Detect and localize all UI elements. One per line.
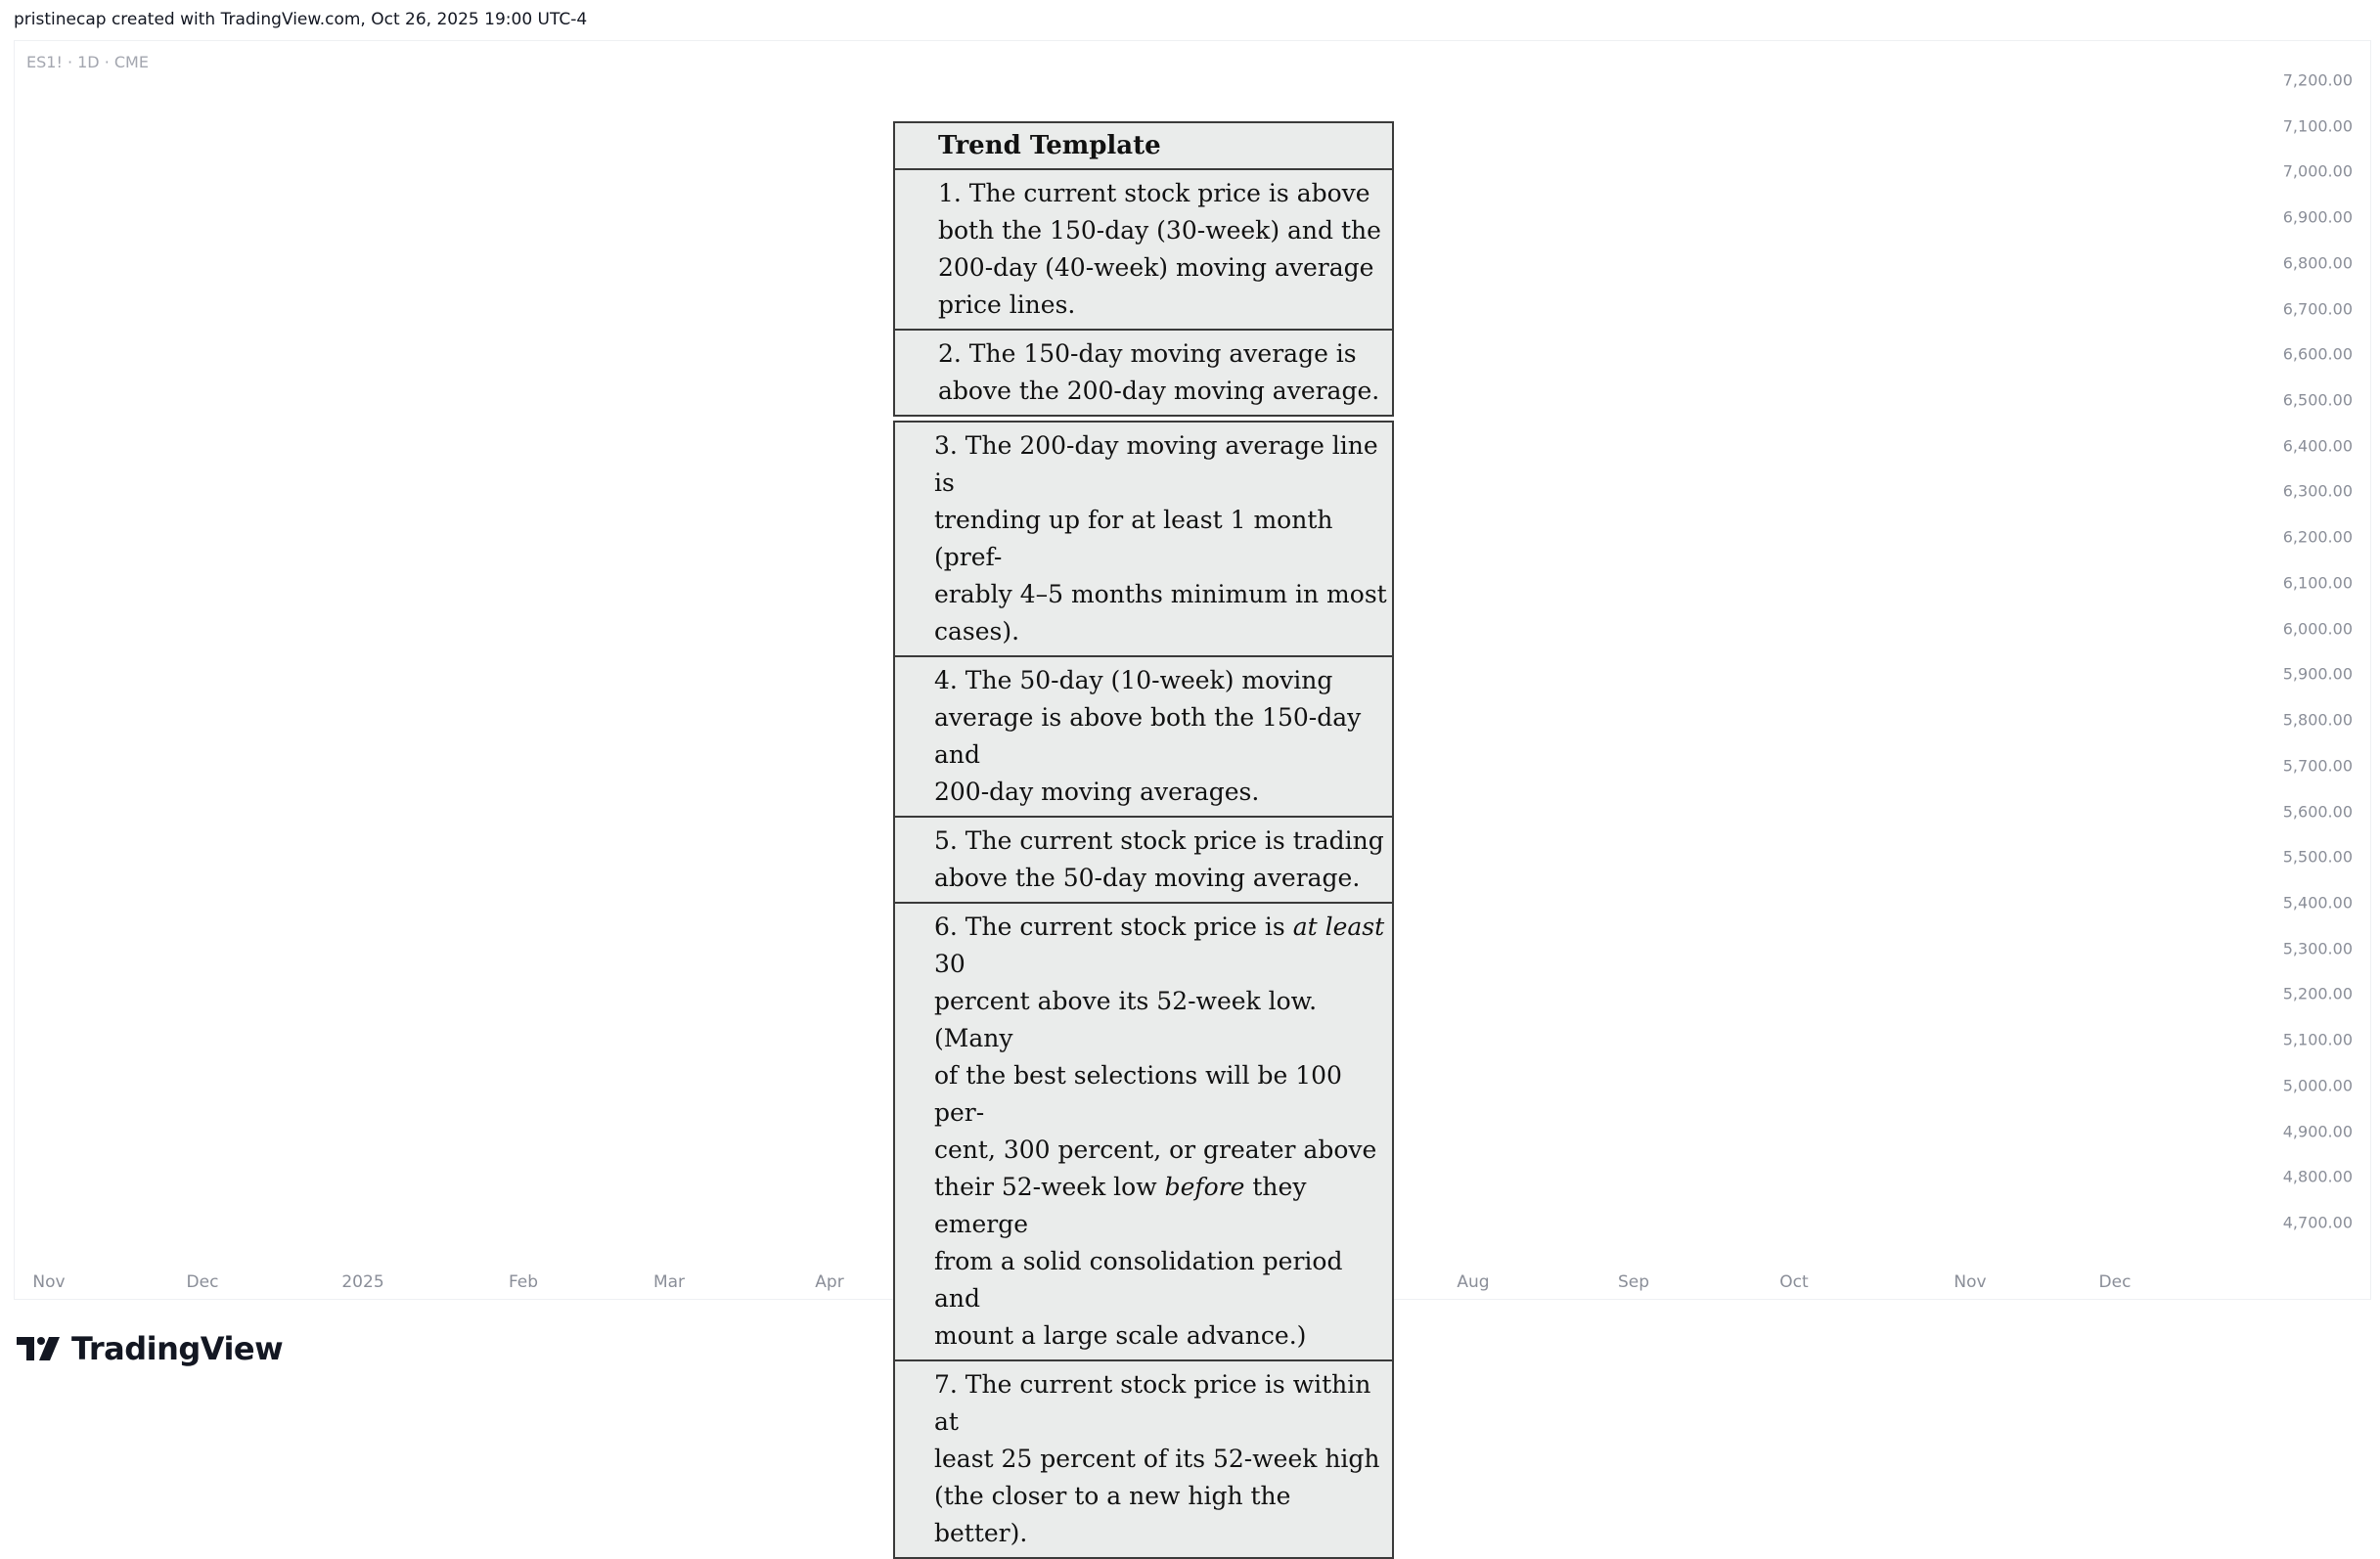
price-tick-label: 5,500.00: [2282, 847, 2353, 867]
price-tick-label: 5,600.00: [2282, 802, 2353, 822]
time-tick-label: Nov: [32, 1272, 66, 1292]
price-tick-label: 5,800.00: [2282, 710, 2353, 730]
table-row-text: 6. The current stock price is at least 30 percent above its 52-week low. (Many of the best selections will be 100 per- cent, 300 percent, or greater above their 52-week low before they emerge from a solid consolidation period and mount a large scale advance.): [934, 913, 1385, 1350]
time-tick-label: Oct: [1779, 1272, 1809, 1292]
price-tick-label: 4,800.00: [2282, 1167, 2353, 1186]
table-header-text: Trend Template: [938, 131, 1161, 160]
price-tick-label: 5,900.00: [2282, 664, 2353, 684]
time-tick-label: Feb: [508, 1272, 539, 1292]
price-tick-label: 5,000.00: [2282, 1076, 2353, 1095]
time-tick-label: Sep: [1617, 1272, 1650, 1292]
chart-attribution: pristinecap created with TradingView.com, Oct 26, 2025 19:00 UTC-4: [14, 10, 588, 29]
time-tick-label: Aug: [1457, 1272, 1490, 1292]
table-row: [893, 329, 1394, 417]
price-tick-label: 5,400.00: [2282, 893, 2353, 913]
price-tick-label: 5,300.00: [2282, 939, 2353, 958]
price-tick-label: 4,700.00: [2282, 1213, 2353, 1232]
price-tick-label: 7,000.00: [2282, 161, 2353, 181]
table-row: [893, 1359, 1394, 1559]
table-row: [893, 421, 1394, 657]
table-row-text: 7. The current stock price is within at least 25 percent of its 52-week high (the closer to a new high the better).: [934, 1370, 1380, 1547]
symbol-label[interactable]: ES1! · 1D · CME: [26, 53, 149, 71]
price-tick-label: 4,900.00: [2282, 1122, 2353, 1141]
time-tick-label: Dec: [186, 1272, 219, 1292]
price-tick-label: 6,900.00: [2282, 207, 2353, 227]
price-tick-label: 7,200.00: [2282, 70, 2353, 90]
table-row-text: 3. The 200-day moving average line is trending up for at least 1 month (pref- erably 4–5 months minimum in most cases).: [934, 431, 1387, 646]
table-row: [893, 168, 1394, 331]
table-row: [893, 655, 1394, 818]
price-tick-label: 6,700.00: [2282, 299, 2353, 319]
time-tick-label: Nov: [1953, 1272, 1987, 1292]
price-tick-label: 7,100.00: [2282, 116, 2353, 136]
price-tick-label: 6,500.00: [2282, 390, 2353, 410]
price-tick-label: 5,700.00: [2282, 756, 2353, 776]
table-row-text: 1. The current stock price is above both the 150-day (30-week) and the 200-day (40-week) moving average price lines.: [938, 179, 1381, 319]
table-row: [893, 902, 1394, 1361]
tradingview-logo-icon: [17, 1335, 64, 1362]
time-tick-label: Apr: [815, 1272, 844, 1292]
tradingview-wordmark: TradingView: [71, 1330, 284, 1367]
price-tick-label: 5,100.00: [2282, 1030, 2353, 1049]
table-row-text: 4. The 50-day (10-week) moving average is above both the 150-day and 200-day moving averages.: [934, 666, 1362, 806]
table-header: [893, 121, 1394, 170]
price-tick-label: 6,200.00: [2282, 527, 2353, 547]
table-row-text: 5. The current stock price is trading above the 50-day moving average.: [934, 826, 1384, 892]
trend-template-table: [893, 121, 1394, 1559]
price-tick-label: 6,000.00: [2282, 619, 2353, 639]
time-tick-label: Dec: [2098, 1272, 2132, 1292]
price-tick-label: 6,100.00: [2282, 573, 2353, 593]
price-tick-label: 6,800.00: [2282, 253, 2353, 273]
price-tick-label: 6,300.00: [2282, 481, 2353, 501]
price-tick-label: 5,200.00: [2282, 984, 2353, 1003]
tradingview-logo[interactable]: [17, 1330, 283, 1367]
time-tick-label: Mar: [652, 1272, 686, 1292]
price-tick-label: 6,600.00: [2282, 344, 2353, 364]
price-tick-label: 6,400.00: [2282, 436, 2353, 456]
table-row: [893, 816, 1394, 904]
table-row-text: 2. The 150-day moving average is above the 200-day moving average.: [938, 339, 1380, 405]
time-tick-label: 2025: [341, 1272, 384, 1292]
